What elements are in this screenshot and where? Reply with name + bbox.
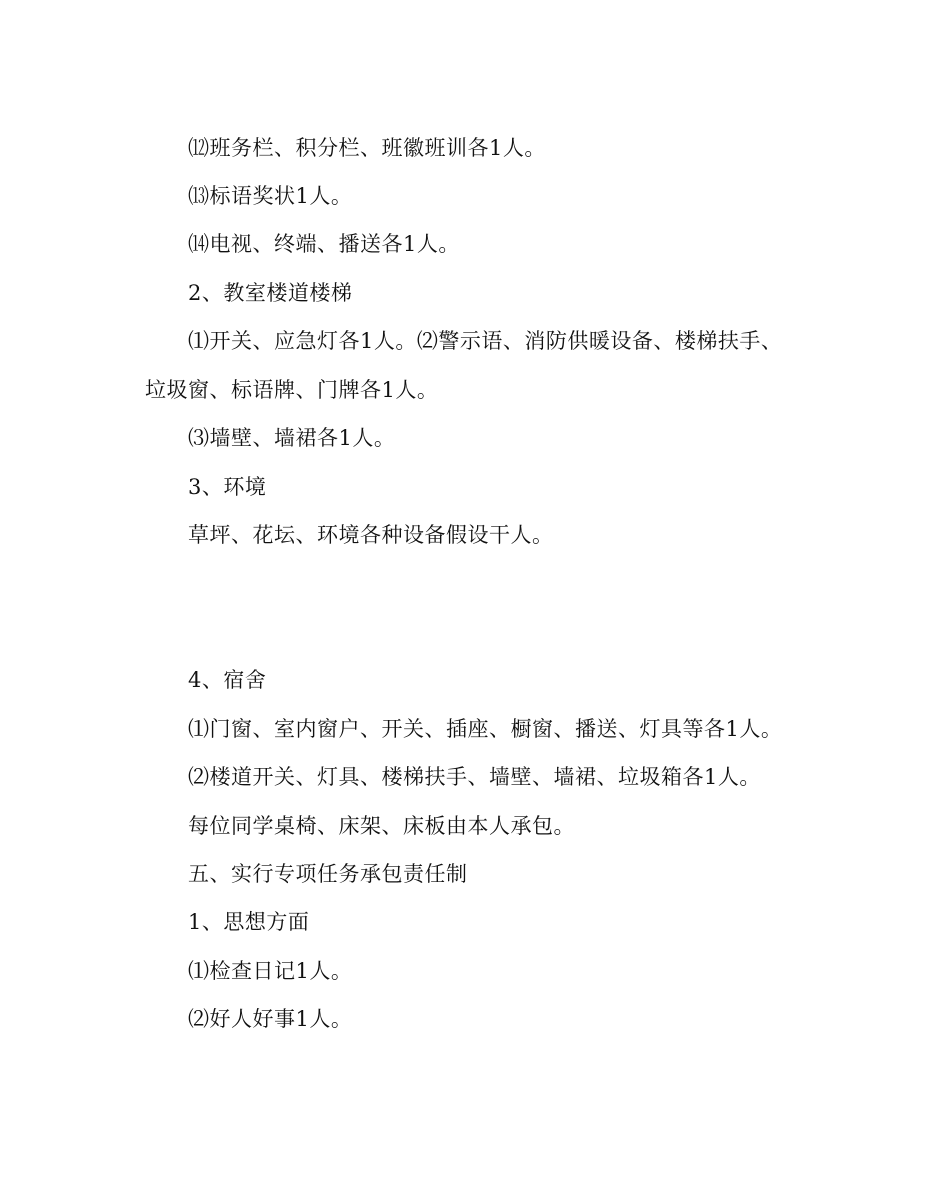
- text-line-item-14: ⒁电视、终端、播送各1人。: [188, 232, 460, 256]
- section-heading-classroom-corridor: 2、教室楼道楼梯: [188, 281, 353, 305]
- text-line-diary-check: ⑴检查日记1人。: [188, 959, 353, 983]
- text-line-lawn: 草坪、花坛、环境各种设备假设干人。: [188, 523, 554, 547]
- text-line-continuation: 垃圾窗、标语牌、门牌各1人。: [145, 378, 439, 402]
- text-line-item-12: ⑿班务栏、积分栏、班徽班训各1人。: [188, 136, 546, 160]
- subsection-heading-ideology: 1、思想方面: [188, 910, 310, 934]
- text-line-desks-beds: 每位同学桌椅、床架、床板由本人承包。: [188, 814, 575, 838]
- text-line-switches-lights: ⑴开关、应急灯各1人。⑵警示语、消防供暖设备、楼梯扶手、: [188, 329, 783, 353]
- section-heading-dormitory: 4、宿舍: [188, 668, 267, 692]
- text-line-item-13: ⒀标语奖状1人。: [188, 184, 353, 208]
- text-line-walls: ⑶墙壁、墙裙各1人。: [188, 426, 396, 450]
- section-heading-special-tasks: 五、实行专项任务承包责任制: [188, 862, 468, 886]
- text-line-doors-windows: ⑴门窗、室内窗户、开关、插座、橱窗、播送、灯具等各1人。: [188, 717, 783, 741]
- text-line-corridor-switches: ⑵楼道开关、灯具、楼梯扶手、墙壁、墙裙、垃圾箱各1人。: [188, 765, 761, 789]
- section-heading-environment: 3、环境: [188, 475, 267, 499]
- text-line-good-deeds: ⑵好人好事1人。: [188, 1007, 353, 1031]
